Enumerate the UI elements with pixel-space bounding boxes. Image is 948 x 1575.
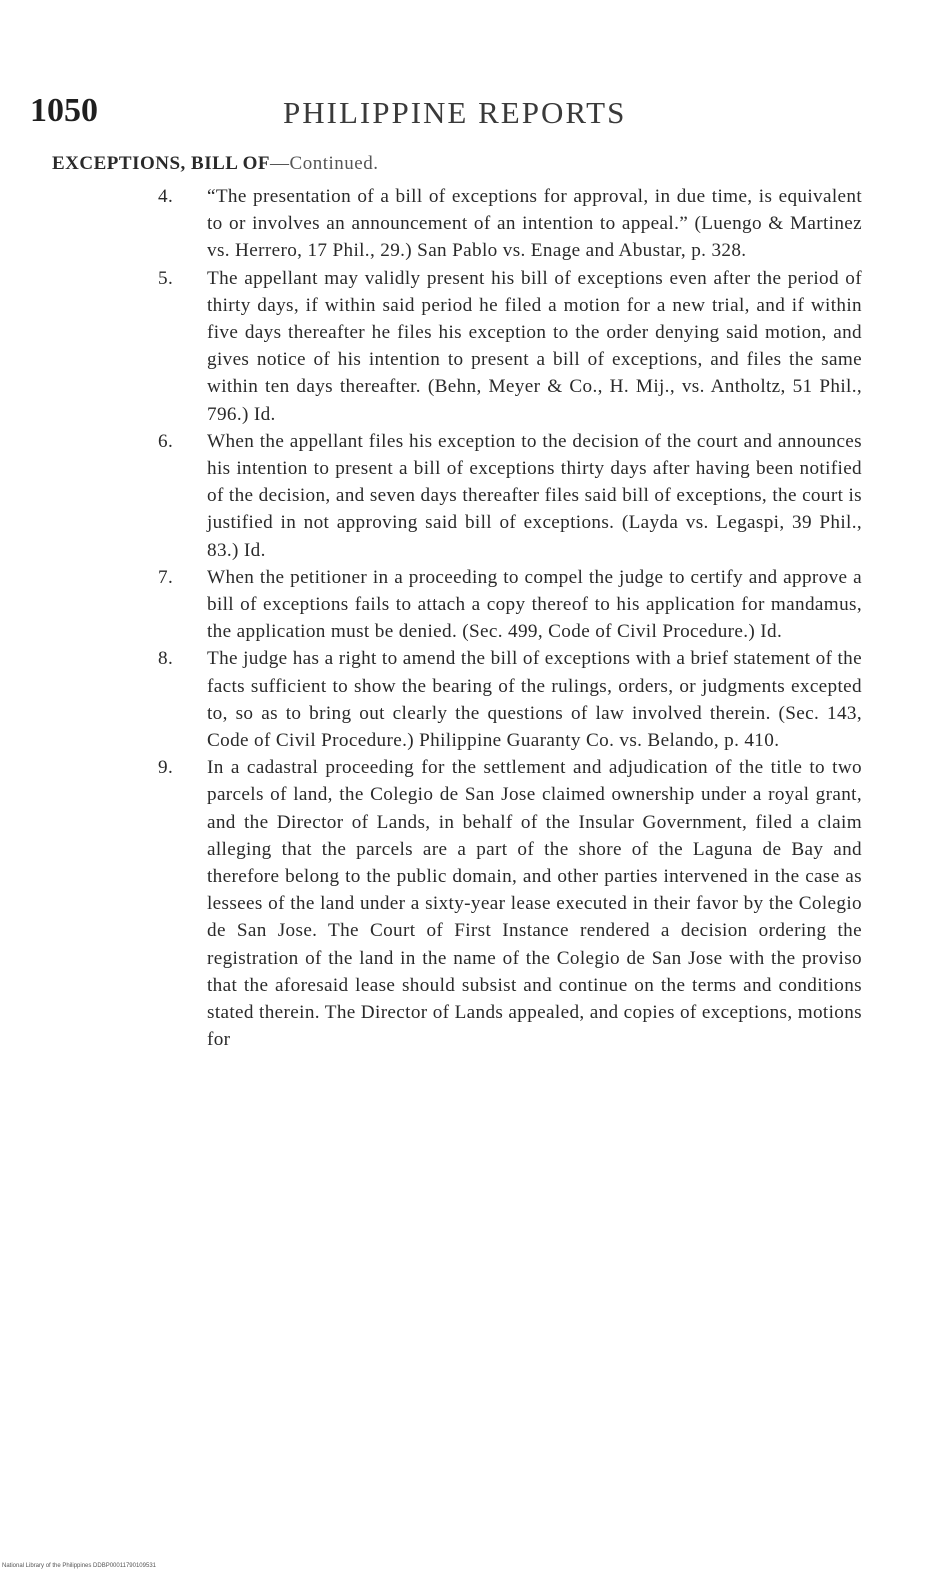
entry-number: 4. (158, 186, 174, 207)
entry-number: 6. (158, 430, 174, 452)
entry-text: “The presentation of a bill of exceptions for approval, in due time, is equivalent to or involves an announcement of an intention to appeal.” (Luengo & Martinez vs. Herrero, 17 Phil., 29.) San Pablo vs. Enage and Abustar, p. 328. (207, 186, 862, 262)
digest-entry-6 (158, 428, 862, 564)
entry-number: 9. (158, 757, 174, 779)
digest-entry-7 (158, 564, 862, 646)
entry-text: In a cadastral proceeding for the settlement and adjudication of the title to two parcels of land, the Colegio de San Jose claimed ownership under a royal grant, and the Director of Lands, in behalf of the Insular Government, filed a claim alleging that the parcels are a part of the shore of the Laguna de Bay and therefore belong to the public domain, and other parties intervened in the case as lessees of the land under a sixty-year lease executed in their favor by the Colegio de San Jose. The Court of First Instance rendered a decision ordering the registration of the land in the name of the Colegio de San Jose with the proviso that the aforesaid lease should subsist and continue on the terms and conditions stated therein. The Director of Lands appealed, and copies of exceptions, motions for (207, 757, 862, 1051)
entry-text: When the appellant files his exception to the decision of the court and announces his intention to present a bill of exceptions thirty days after having been notified of the decision, and seven days thereafter files said bill of exceptions, the court is justified in not approving said bill of exceptions. (Layda vs. Legaspi, 39 Phil., 83.) Id. (207, 430, 862, 561)
digest-entry-4 (158, 183, 862, 265)
running-head-title: PHILIPPINE REPORTS (283, 95, 627, 130)
digest-entry-8 (158, 645, 862, 754)
digest-entry-5 (158, 265, 862, 428)
library-stamp: National Library of the Philippines DDBP00011790109531 (2, 1563, 156, 1569)
entry-text: The judge has a right to amend the bill of exceptions with a brief statement of the facts sufficient to show the bearing of the rulings, orders, or judgments excepted to, so as to bring out clearly the questions of law involved therein. (Sec. 143, Code of Civil Procedure.) Philippine Guaranty Co. vs. Belando, p. 410. (207, 648, 862, 752)
section-continued: —Continued. (270, 153, 379, 174)
entry-text: When the petitioner in a proceeding to compel the judge to certify and approve a bill of exceptions fails to attach a copy thereof to his application for mandamus, the application must be denied. (Sec. 499, Code of Civil Procedure.) Id. (207, 566, 862, 643)
entry-number: 7. (158, 566, 174, 588)
page-number: 1050 (30, 92, 98, 129)
section-heading (52, 153, 378, 175)
entry-number: 8. (158, 648, 174, 670)
section-title: EXCEPTIONS, BILL OF (52, 153, 271, 174)
digest-entries (158, 183, 862, 1054)
digest-entry-9 (158, 754, 862, 1053)
entry-text: The appellant may validly present his bill of exceptions even after the period of thirty days, if within said period he filed a motion for a new trial, and if within five days thereafter he files his exception to the order denying said motion, and gives notice of his intention to present a bill of exceptions, and files the same within ten days thereafter. (Behn, Meyer & Co., H. Mij., vs. Antholtz, 51 Phil., 796.) Id. (207, 267, 862, 425)
entry-number: 5. (158, 267, 174, 289)
